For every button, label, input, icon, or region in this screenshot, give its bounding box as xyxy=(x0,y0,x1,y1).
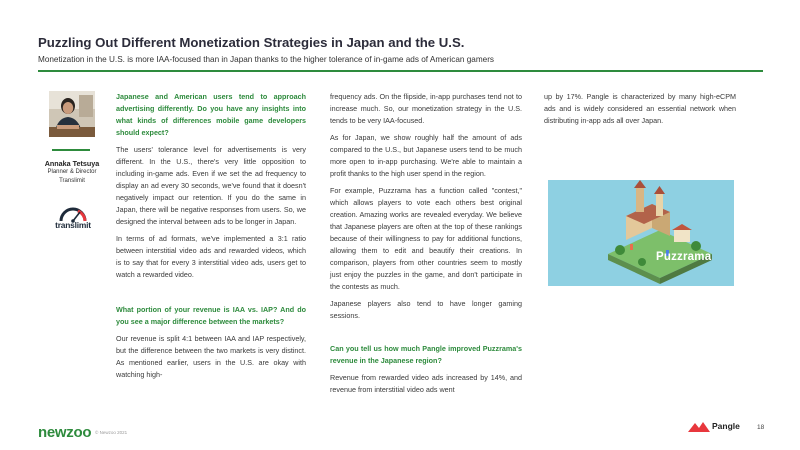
profile-divider xyxy=(52,149,90,151)
puzzrama-game-image xyxy=(548,180,734,286)
translimit-wordmark: translimit xyxy=(55,220,91,230)
person-name: Annaka Tetsuya xyxy=(44,159,100,168)
person-role-title: Planner & Director xyxy=(47,169,97,175)
page-subtitle: Monetization in the U.S. is more IAA-focused than in Japan thanks to the higher tolerance of in-game ads of American gamers xyxy=(38,55,495,64)
interview-answer: Revenue from rewarded video ads increased by 14%, and revenue from interstitial video ads went xyxy=(330,373,522,395)
interview-answer: up by 17%. Pangle is characterized by many high-eCPM ads and is widely considered an essential network when distributing in-app ads all over Japan. xyxy=(544,92,736,125)
page-number: 18 xyxy=(757,424,765,431)
person-role xyxy=(26,168,118,185)
copyright-notice: © Newzoo 2021 xyxy=(95,430,128,435)
translimit-logo xyxy=(45,201,101,235)
interview-answer: frequency ads. On the flipside, in-app purchases tend not to increase much. So, our monetization strategy in the U.S. tends to be very IAA-focused. xyxy=(330,92,522,125)
interview-answer: Japanese players also tend to have longer gaming sessions. xyxy=(330,299,522,320)
interview-question: What portion of your revenue is IAA vs. IAP? And do you see a major difference between the markets? xyxy=(116,304,306,326)
pangle-logo-icon xyxy=(688,420,710,432)
person-role-company: Translimit xyxy=(59,177,85,184)
interview-answer: As for Japan, we show roughly half the amount of ads compared to the U.S., but Japanese users tend to be much more open to in-app purchasing. We're able to maintain a profit thanks to the high user spend in the region. xyxy=(330,133,522,178)
newzoo-logo: newzoo xyxy=(38,424,92,441)
interview-question: Japanese and American users tend to approach advertising differently. Do you have any insights into what kinds of differences mobile game developers should expect? xyxy=(116,92,306,137)
puzzrama-logo: Puzzrama xyxy=(656,251,712,263)
article-column-1 xyxy=(116,91,306,386)
article-column-3 xyxy=(544,91,736,132)
interview-answer: Our revenue is split 4:1 between IAA and IAP respectively, but the difference between the two markets is very distinct. As mentioned earlier, users in the U.S. are okay with watching high- xyxy=(116,333,306,379)
interview-answer: The users' tolerance level for advertisements is very different. In the U.S., there's very little opposition to including in-game ads. Even if we set the ad frequency to display an ad every 30 seconds, we've found that it doesn't negatively impact our retention. If you do the same in Japan, there will be negative responses from users. So, we designed the interval between ads to be longer in Japan. xyxy=(116,145,306,226)
page-title: Puzzling Out Different Monetization Strategies in Japan and the U.S. xyxy=(38,35,465,50)
pangle-logo: Pangle xyxy=(712,421,740,431)
interview-answer: For example, Puzzrama has a function called "contest," which allows players to vote each others best original creation. Amazing works are revealed everyday. We believe that Japanese players are often at the top of these rankings because of their willingness to pay for additional functions, allowing them to edit and beautify their creations. In comparison, players from other countries seem to mostly just enjoy the puzzles in the game, and don't participate in the contests as much. xyxy=(330,186,522,291)
article-column-2 xyxy=(330,91,522,401)
interview-question: Can you tell us how much Pangle improved Puzzrama's revenue in the Japanese region? xyxy=(330,343,522,365)
interview-answer: In terms of ad formats, we've implemented a 3:1 ratio between interstitial video ads and rewarded videos, which is to say that for every 3 interstitial video ads, users get to watch a rewarded video. xyxy=(116,233,306,279)
profile-photo xyxy=(49,91,95,137)
header-divider xyxy=(38,70,763,72)
